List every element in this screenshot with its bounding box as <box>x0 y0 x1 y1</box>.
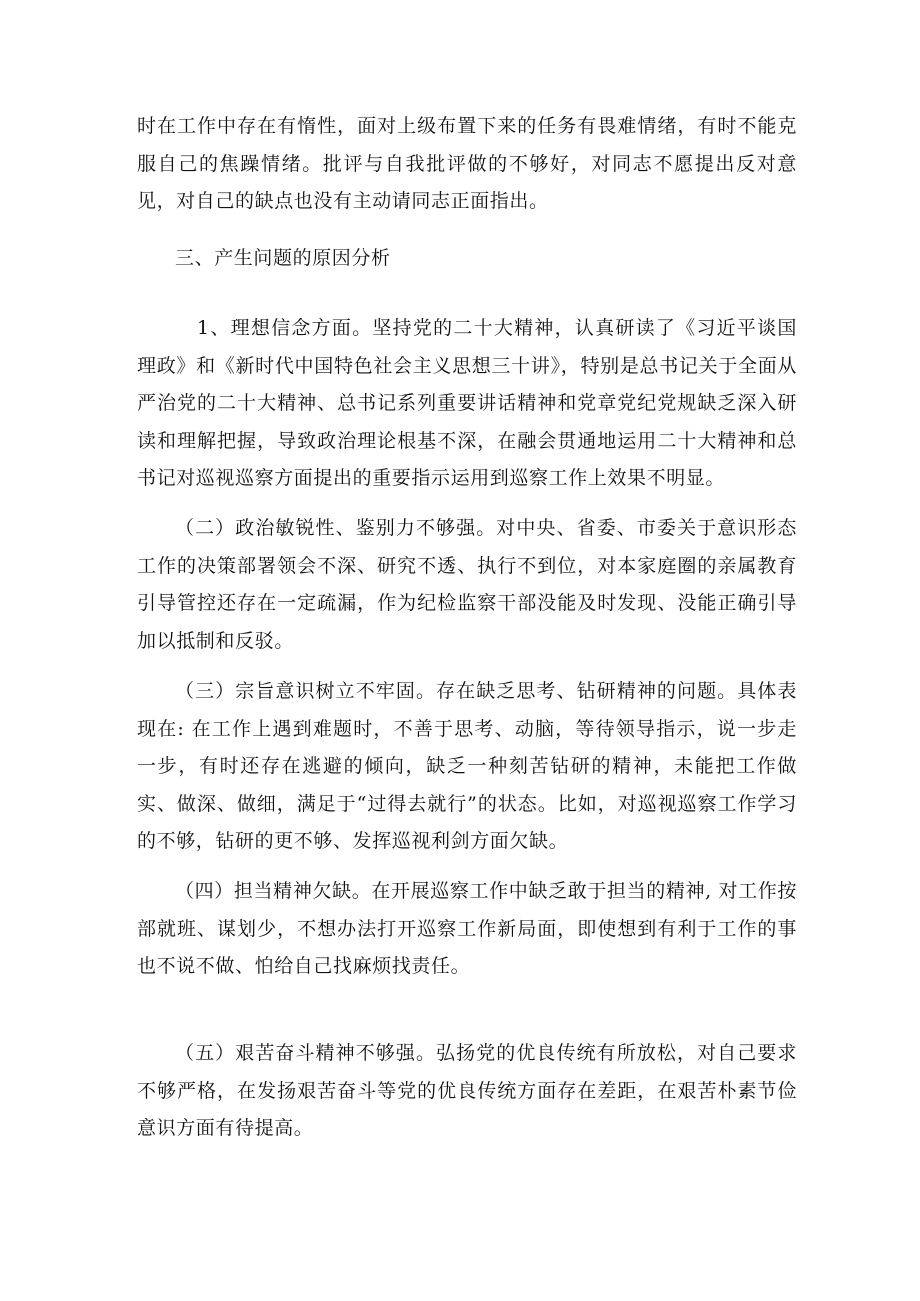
section-heading: 三、产生问题的原因分析 <box>175 247 391 269</box>
paragraph-ideals-belief: 1、理想信念方面。坚持党的二十大精神，认真研读了《习近平谈国理政》和《新时代中国特色社会主义思想三十讲》，特别是总书记关于全面从严治党的二十大精神、总书记系列重要讲话精神和党章党纪党规缺乏深入研读和理解把握，导致政治理论根基不深，在融会贯通地运用二十大精神和总书记对巡视巡察方面提出的重要指示运用到巡察工作上效果不明显。 <box>137 317 797 489</box>
paragraph-purpose-awareness: （三）宗旨意识树立不牢固。存在缺乏思考、钻研精神的问题。具体表现在: 在工作上遇到难题时，不善于思考、动脑，等待领导指示，说一步走一步，有时还存在逃避的倾向，缺乏一种刻苦钻研的精神，未能把工作做实、做深、做细，满足于“过得去就行”的状态。比如，对巡视巡察工作学习的不够，钻研的更不够、发挥巡视利剑方面欠缺。 <box>137 680 797 852</box>
paragraph-responsibility: （四）担当精神欠缺。在开展巡察工作中缺乏敢于担当的精神, 对工作按部就班、谋划少，不想办法打开巡察工作新局面，即使想到有利于工作的事也不说不做、怕给自己找麻烦找责任。 <box>137 880 797 977</box>
paragraph-continuation: 时在工作中存在有惰性，面对上级布置下来的任务有畏难情绪，有时不能克服自己的焦躁情绪。批评与自我批评做的不够好，对同志不愿提出反对意见，对自己的缺点也没有主动请同志正面指出。 <box>137 115 797 212</box>
paragraph-hard-work: （五）艰苦奋斗精神不够强。弘扬党的优良传统有所放松，对自己要求不够严格，在发扬艰苦奋斗等党的优良传统方面存在差距，在艰苦朴素节俭意识方面有待提高。 <box>137 1042 797 1139</box>
paragraph-political-sensitivity: （二）政治敏锐性、鉴别力不够强。对中央、省委、市委关于意识形态工作的决策部署领会不深、研究不透、执行不到位，对本家庭圈的亲属教育引导管控还存在一定疏漏，作为纪检监察干部没能及时发现、没能正确引导加以抵制和反驳。 <box>137 517 797 652</box>
